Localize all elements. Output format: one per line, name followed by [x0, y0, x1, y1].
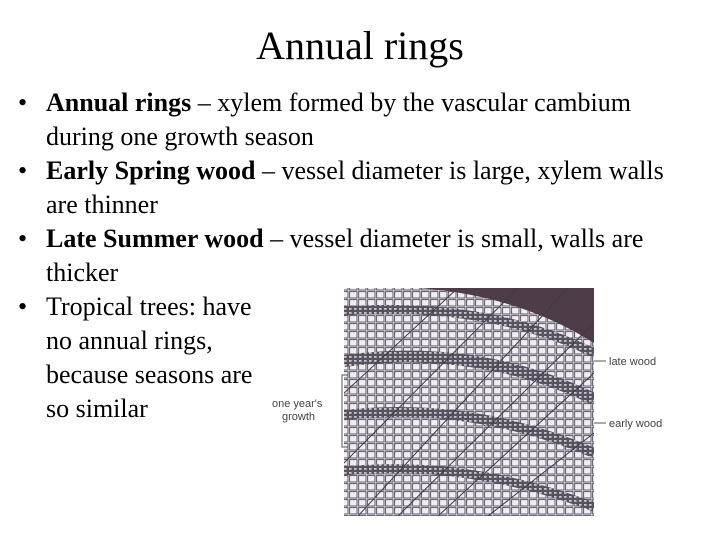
- one-years-growth-label: one year's: [272, 398, 323, 410]
- micrograph-photo: [344, 288, 594, 516]
- bullet-item: [18, 86, 698, 154]
- bullet-item: [18, 222, 698, 290]
- one-years-growth-label: growth: [282, 411, 316, 423]
- late-wood-label: late wood: [609, 356, 657, 368]
- bullet-text: – vessel diameter is small, walls are thicker: [46, 224, 644, 287]
- bullet-text: Tropical trees: have no annual rings, because seasons are so similar: [46, 292, 253, 423]
- bullet-text: – xylem formed by the vascular cambium during one growth season: [46, 88, 631, 151]
- bullet-term: Late Summer wood: [46, 224, 264, 253]
- bullet-glyph: •: [18, 292, 28, 321]
- bullet-term: Early Spring wood: [46, 156, 256, 185]
- slide-title: Annual rings: [256, 23, 464, 68]
- bullet-term: Annual rings: [46, 88, 192, 117]
- bullet-item: [18, 290, 266, 426]
- bullet-item: [18, 154, 698, 222]
- bullet-glyph: •: [18, 156, 28, 185]
- bullet-glyph: •: [18, 88, 28, 117]
- wood-cross-section-svg: [268, 283, 708, 518]
- bullet-text: – vessel diameter is large, xylem walls are thinner: [46, 156, 664, 219]
- bullet-glyph: •: [18, 224, 28, 253]
- wood-cross-section-figure: [268, 283, 708, 518]
- early-wood-label: early wood: [609, 418, 663, 430]
